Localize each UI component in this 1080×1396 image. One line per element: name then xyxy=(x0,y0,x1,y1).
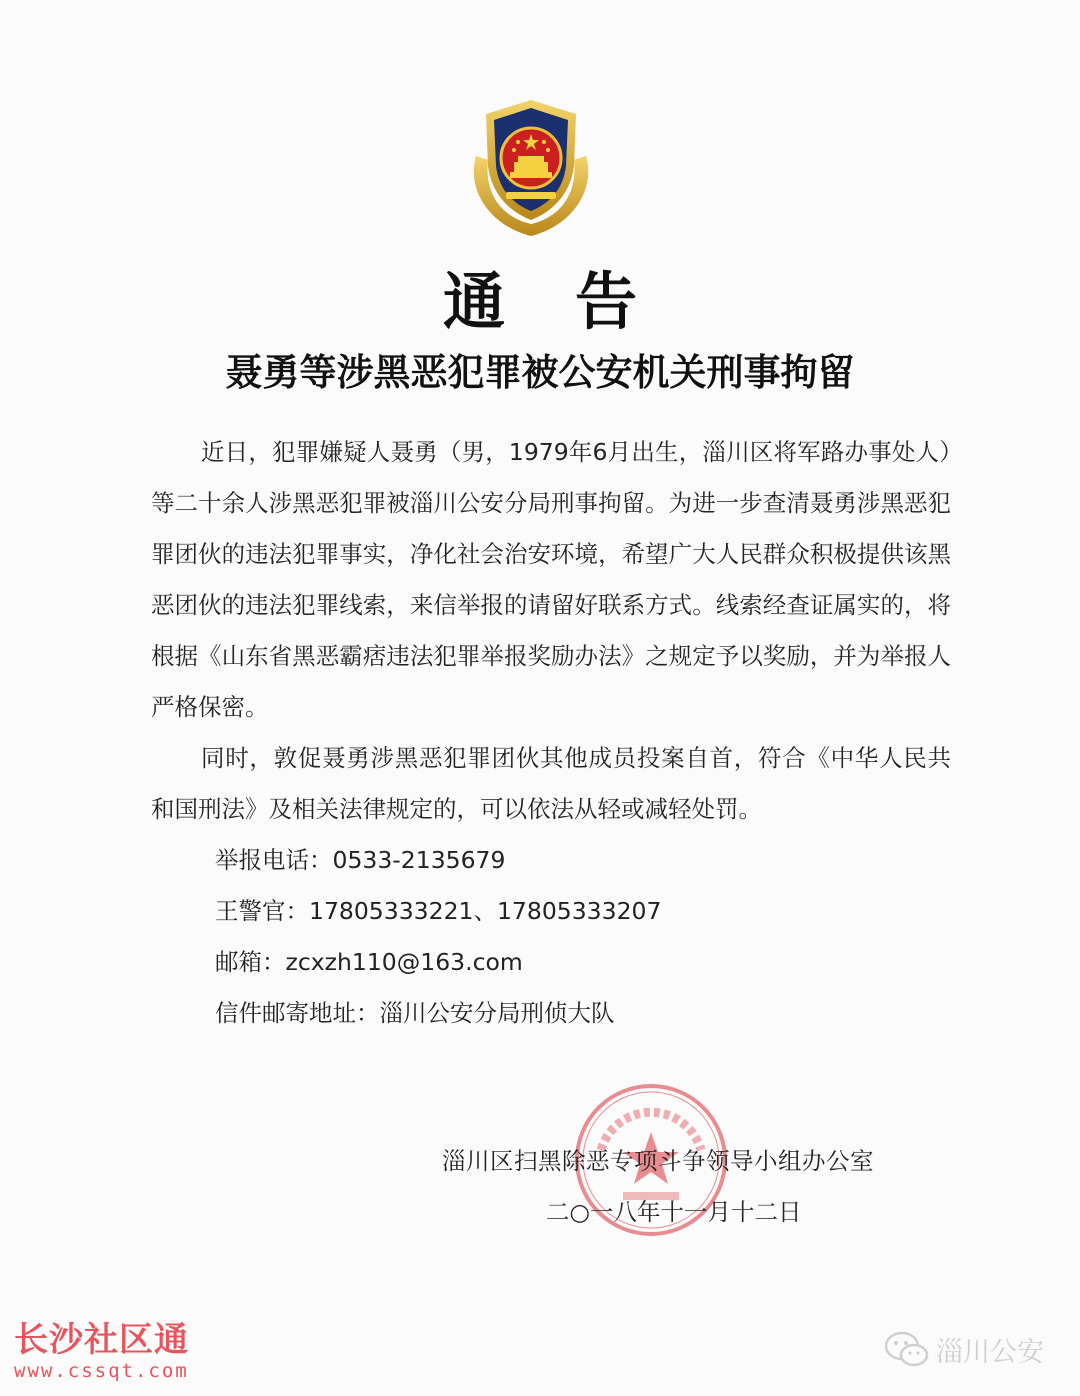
contact-email: 邮箱：zcxzh110@163.com xyxy=(215,948,523,976)
contact-address: 信件邮寄地址：淄川公安分局刑侦大队 xyxy=(215,999,615,1027)
contact-officer: 王警官：17805333221、17805333207 xyxy=(215,897,662,925)
notice-body xyxy=(151,427,951,1039)
notice-title: 通告 xyxy=(442,265,707,338)
watermark-cssqt xyxy=(14,1320,189,1382)
signature-date: 二○一八年十一月十二日 xyxy=(546,1198,802,1226)
paragraph-2: 同时，敦促聂勇涉黑恶犯罪团伙其他成员投案自首，符合《中华人民共和国刑法》及相关法律规定的，可以依法从轻或减轻处罚。 xyxy=(151,744,951,823)
signature-organization: 淄川区扫黑除恶专项斗争领导小组办公室 xyxy=(442,1147,874,1175)
contact-phone: 举报电话：0533-2135679 xyxy=(215,846,506,874)
notice-subtitle: 聂勇等涉黑恶犯罪被公安机关刑事拘留 xyxy=(225,351,855,394)
police-emblem-icon xyxy=(466,96,596,242)
watermark-wechat xyxy=(884,1330,1044,1369)
paragraph-1: 近日，犯罪嫌疑人聂勇（男，1979年6月出生，淄川区将军路办事处人）等二十余人涉黑恶犯罪被淄川公安分局刑事拘留。为进一步查清聂勇涉黑恶犯罪团伙的违法犯罪事实，净化社会治安环境，希望广大人民群众积极提供该黑恶团伙的违法犯罪线索，来信举报的请留好联系方式。线索经查证属实的，将根据《山东省黑恶霸痞违法犯罪举报奖励办法》之规定予以奖励，并为举报人严格保密。 xyxy=(151,438,951,721)
wechat-icon xyxy=(884,1331,930,1369)
watermark-site-url: www.cssqt.com xyxy=(14,1360,189,1382)
watermark-account-name: 淄川公安 xyxy=(936,1337,1044,1368)
watermark-site-name: 长沙社区通 xyxy=(14,1320,189,1360)
